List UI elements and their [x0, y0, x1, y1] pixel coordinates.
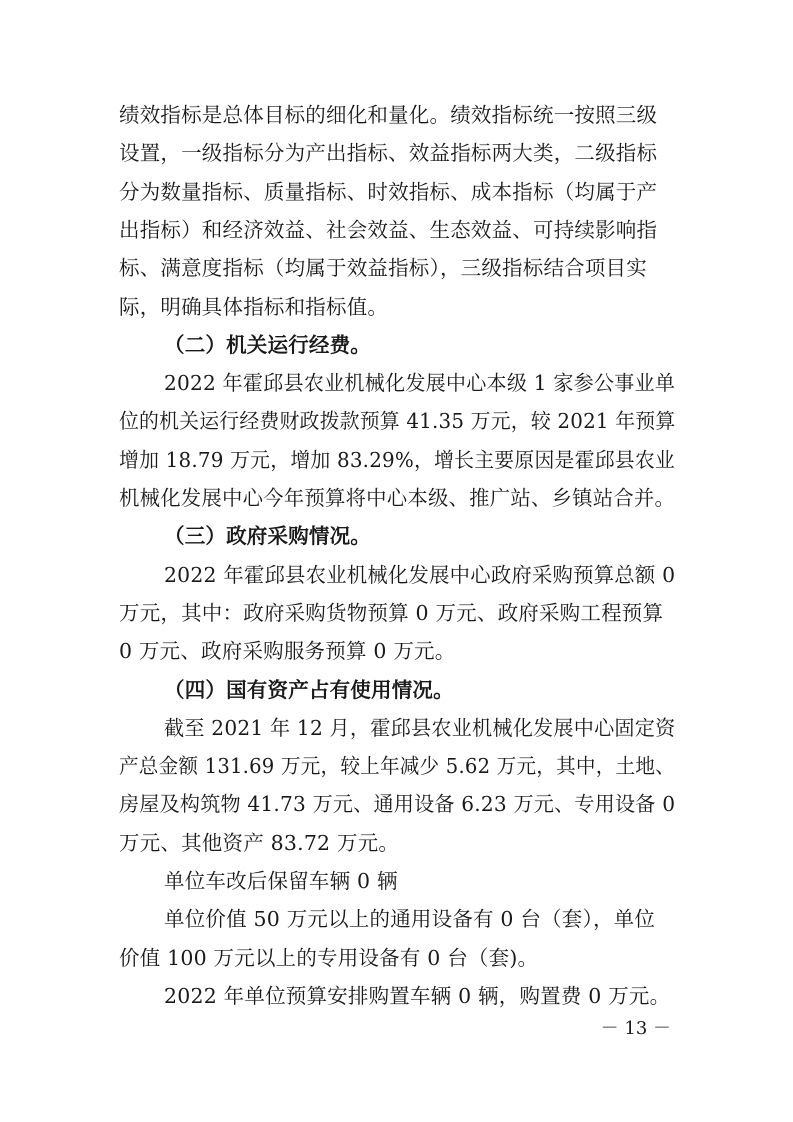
paragraph-line: 2022 年单位预算安排购置车辆 0 辆，购置费 0 万元。: [164, 983, 671, 1008]
page-number: － 13 －: [600, 1018, 671, 1039]
paragraph-line: 分为数量指标、质量指标、时效指标、成本指标（均属于产: [119, 179, 658, 204]
paragraph-line: 标、满意度指标（均属于效益指标），三级指标结合项目实: [119, 256, 647, 281]
paragraph-line: 截至 2021 年 12 月，霍邱县农业机械化发展中心固定资: [164, 715, 676, 740]
section-heading: （二）机关运行经费。: [164, 332, 371, 357]
paragraph-line: 房屋及构筑物 41.73 万元、通用设备 6.23 万元、专用设备 0: [119, 792, 676, 817]
paragraph-line: 际，明确具体指标和指标值。: [119, 294, 389, 319]
section-heading: （四）国有资产占有使用情况。: [164, 677, 454, 702]
paragraph-line: 位的机关运行经费财政拨款预算 41.35 万元，较 2021 年预算: [119, 409, 676, 434]
paragraph-line: 机械化发展中心今年预算将中心本级、推广站、乡镇站合并。: [119, 486, 676, 510]
paragraph-line: 万元，其中：政府采购货物预算 0 万元、政府采购工程预算: [119, 600, 664, 625]
paragraph-line: 万元、其他资产 83.72 万元。: [119, 830, 400, 855]
section-heading: （三）政府采购情况。: [164, 524, 371, 549]
paragraph-line: 绩效指标是总体目标的细化和量化。绩效指标统一按照三级: [119, 103, 658, 127]
paragraph-line: 单位价值 50 万元以上的通用设备有 0 台（套），单位: [164, 907, 656, 932]
paragraph-line: 2022 年霍邱县农业机械化发展中心本级 1 家参公事业单: [164, 371, 676, 396]
paragraph-line: 产总金额 131.69 万元，较上年减少 5.62 万元，其中，土地、: [119, 754, 675, 779]
paragraph-line: 增加 18.79 万元，增加 83.29%，增长主要原因是霍邱县农业: [119, 447, 676, 472]
paragraph-line: 出指标）和经济效益、社会效益、生态效益、可持续影响指: [119, 217, 658, 242]
paragraph-line: 0 万元、政府采购服务预算 0 万元。: [119, 639, 456, 664]
paragraph-line: 设置，一级指标分为产出指标、效益指标两大类，二级指标: [119, 141, 658, 166]
paragraph-line: 2022 年霍邱县农业机械化发展中心政府采购预算总额 0: [164, 562, 676, 587]
paragraph-line: 单位车改后保留车辆 0 辆: [164, 869, 398, 893]
paragraph-line: 价值 100 万元以上的专用设备有 0 台（套)。: [119, 945, 539, 970]
